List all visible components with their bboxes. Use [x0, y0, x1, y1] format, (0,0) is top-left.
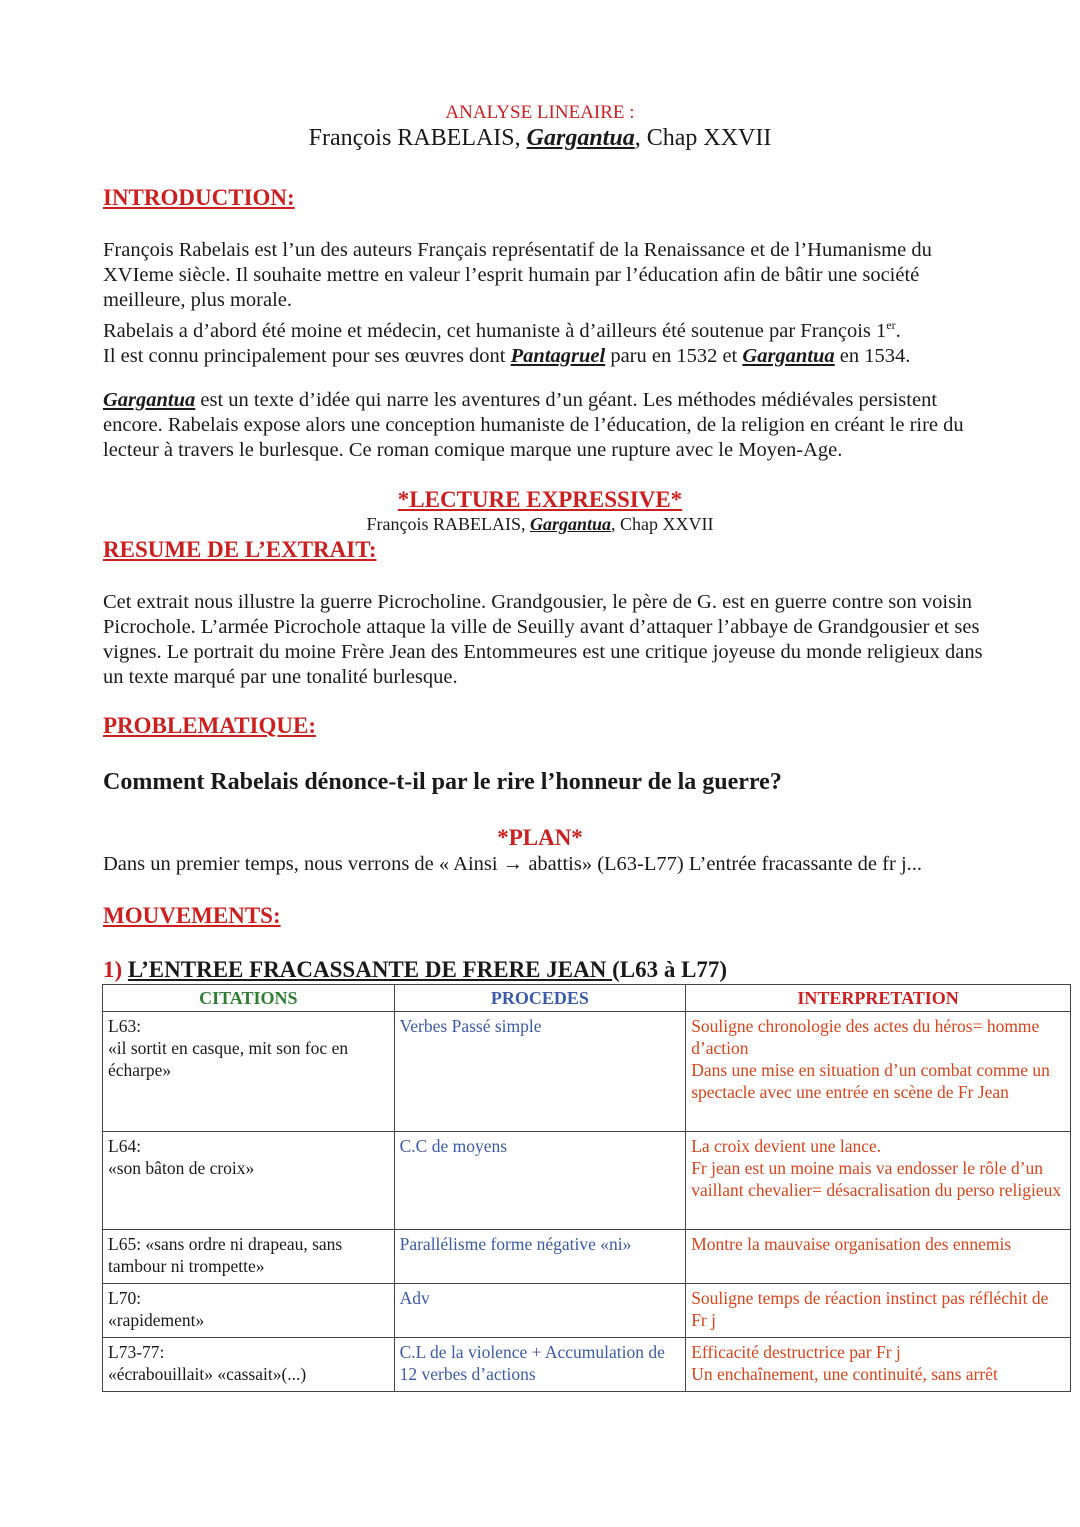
introduction-paragraph-2 — [103, 388, 983, 463]
analysis-table — [102, 984, 1071, 1392]
plan-text: Dans un premier temps, nous verrons de « Ainsi → abattis» (L63-L77) L’entrée fracassante de fr j... — [103, 853, 923, 875]
interpretation-cell — [686, 1284, 1071, 1338]
table-header-row — [103, 985, 1071, 1012]
citation-cell-line: L73-77: — [108, 1342, 165, 1362]
procede-cell-line: Parallélisme forme négative «ni» — [399, 1234, 632, 1254]
interpretation-cell-line: Souligne temps de réaction instinct pas réfléchit de Fr j — [691, 1288, 1049, 1330]
procede-cell-line: C.L de la violence + Accumulation de 12 verbes d’actions — [399, 1342, 665, 1384]
procede-cell-line: Verbes Passé simple — [399, 1016, 542, 1036]
problematique-heading: PROBLEMATIQUE: — [103, 713, 316, 738]
procede-cell — [394, 1132, 686, 1230]
introduction-paragraph-1 — [103, 238, 983, 369]
intro-text-3: Il est connu principalement pour ses œuvres dont Pantagruel paru en 1532 et Gargantua en 1534. — [103, 344, 911, 367]
interpretation-cell-line: Efficacité destructrice par Fr j — [691, 1342, 901, 1362]
work-gargantua: Gargantua — [742, 344, 835, 367]
citation-cell — [103, 1338, 395, 1392]
citation-cell — [103, 1132, 395, 1230]
mouvements-heading: MOUVEMENTS: — [103, 903, 281, 928]
work-pantagruel: Pantagruel — [510, 344, 606, 367]
intro-text-1: François Rabelais est l’un des auteurs Français représentatif de la Renaissance et de l’Humanisme du XVIeme siècle. Il souhaite mettre en valeur l’esprit humain par l’éducation afin de bâtir une société meilleure, plus morale. — [103, 239, 932, 311]
interpretation-cell — [686, 1132, 1071, 1230]
work-gargantua-2: Gargantua — [103, 389, 196, 411]
interpretation-cell-line: Souligne chronologie des actes du héros= homme d’action — [691, 1016, 1040, 1058]
citation-cell-line: «rapidement» — [108, 1310, 205, 1330]
interpretation-cell — [686, 1012, 1071, 1132]
interpretation-cell-line: Dans une mise en situation d’un combat comme un spectacle avec une entrée en scène de Fr Jean — [691, 1060, 1050, 1102]
lecture-book: Gargantua — [529, 514, 612, 534]
procede-cell — [394, 1284, 686, 1338]
plan-title: *PLAN* — [497, 825, 583, 850]
interpretation-cell-line: Fr jean est un moine mais va endosser le rôle d’un vaillant chevalier= désacralisation du perso religieux — [691, 1158, 1062, 1200]
lecture-reference: François RABELAIS, Gargantua, Chap XXVII — [366, 514, 714, 534]
resume-paragraph: Cet extrait nous illustre la guerre Picrocholine. Grandgousier, le père de G. est en guerre contre son voisin Picrochole. L’armée Picrochole attaque la ville de Seuilly avant d’attaquer l’abbaye de Grandgousier et ses vignes. Le portrait du moine Frère Jean des Entommeures est une critique joyeuse du monde religieux dans un texte marqué par une tonalité burlesque. — [103, 591, 983, 688]
problematique-question: Comment Rabelais dénonce-t-il par le rire l’honneur de la guerre? — [103, 769, 782, 795]
table-row — [103, 1132, 1071, 1230]
intro-text-2: Rabelais a d’abord été moine et médecin, cet humaniste à d’ailleurs été soutenue par François 1er. — [103, 318, 901, 342]
column-header-interpretation: INTERPRETATION — [686, 985, 1071, 1012]
table-row — [103, 1338, 1071, 1392]
table-row — [103, 1230, 1071, 1284]
citation-cell-line: L63: — [108, 1016, 142, 1036]
section-1-title — [103, 957, 727, 983]
citation-cell-line: L64: — [108, 1136, 142, 1156]
citation-cell — [103, 1012, 395, 1132]
citation-cell-line: L65: «sans ordre ni drapeau, sans tambour ni trompette» — [108, 1234, 343, 1276]
procede-cell — [394, 1230, 686, 1284]
introduction-heading: INTRODUCTION: — [103, 185, 295, 210]
lecture-expressive-title: *LECTURE EXPRESSIVE* — [397, 487, 683, 512]
table-body — [103, 1012, 1071, 1392]
column-header-citations: CITATIONS — [103, 985, 395, 1012]
document-title — [0, 125, 1080, 152]
citation-cell-line: «son bâton de croix» — [108, 1158, 255, 1178]
interpretation-cell-line: Un enchaînement, une continuité, sans arrêt — [691, 1364, 998, 1384]
column-header-procedes: PROCEDES — [394, 985, 686, 1012]
title-book: Gargantua — [526, 125, 635, 151]
citation-cell-line: «il sortit en casque, mit son foc en écharpe» — [108, 1038, 349, 1080]
title-author: François RABELAIS, — [308, 125, 527, 151]
section-number: 1) — [103, 957, 128, 982]
section-range: (L63 à L77) — [612, 957, 728, 982]
section-name: L’ENTREE FRACASSANTE DE FRERE JEAN — [127, 957, 613, 982]
interpretation-cell-line: La croix devient une lance. — [691, 1136, 882, 1156]
intro-text-4: est un texte d’idée qui narre les aventures d’un géant. Les méthodes médiévales persistent encore. Rabelais expose alors une conception humaniste de l’éducation, de la religion en créant le rire du lecteur à travers le burlesque. Ce roman comique marque une rupture avec le Moyen-Age. — [103, 389, 964, 461]
citation-cell — [103, 1230, 395, 1284]
interpretation-cell — [686, 1338, 1071, 1392]
procede-cell-line: C.C de moyens — [399, 1136, 508, 1156]
table-row — [103, 1284, 1071, 1338]
interpretation-cell — [686, 1230, 1071, 1284]
citation-cell-line: «écrabouillait» «cassait»(...) — [108, 1364, 307, 1384]
procede-cell — [394, 1012, 686, 1132]
citation-cell-line: L70: — [108, 1288, 142, 1308]
document-label: ANALYSE LINEAIRE : — [445, 102, 635, 123]
table-row — [103, 1012, 1071, 1132]
procede-cell — [394, 1338, 686, 1392]
procede-cell-line: Adv — [399, 1288, 430, 1308]
title-chapter: , Chap XXVII — [634, 125, 772, 151]
citation-cell — [103, 1284, 395, 1338]
interpretation-cell-line: Montre la mauvaise organisation des ennemis — [691, 1234, 1012, 1254]
resume-heading: RESUME DE L’EXTRAIT: — [103, 537, 377, 562]
